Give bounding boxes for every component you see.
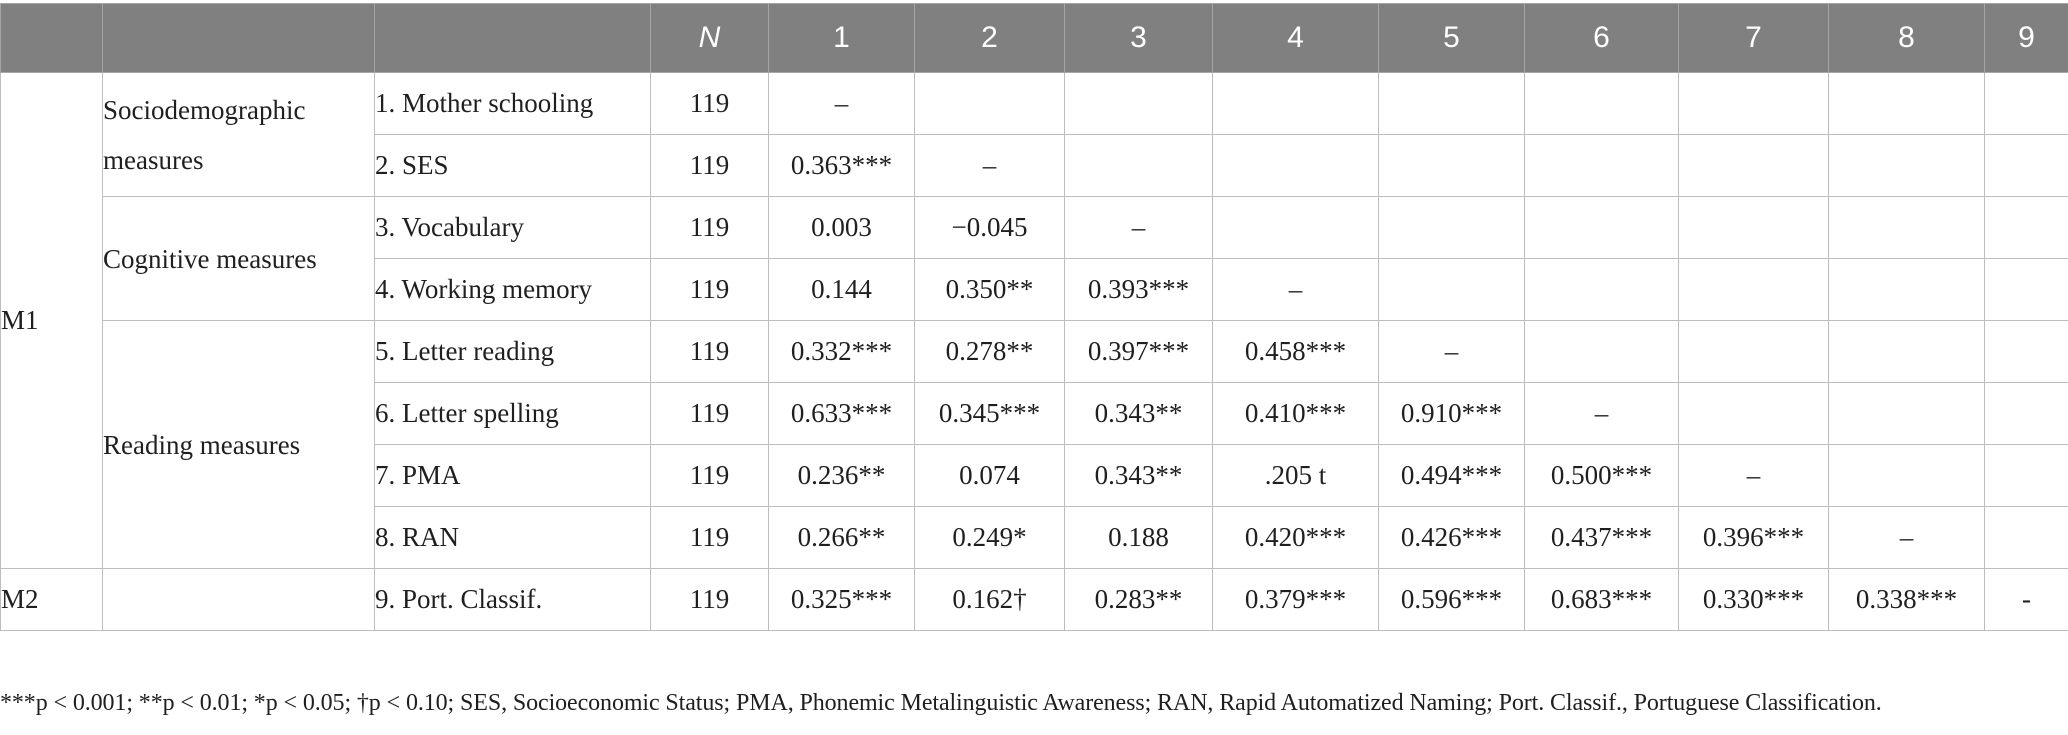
corr-cell	[1679, 259, 1829, 321]
corr-cell: 0.397***	[1065, 321, 1213, 383]
header-cell-n: N	[651, 4, 769, 73]
n-cell: 119	[651, 135, 769, 197]
header-row	[1, 4, 2068, 73]
corr-cell: -	[1985, 569, 2068, 631]
table-footnote: ***p < 0.001; **p < 0.01; *p < 0.05; †p < 0.10; SES, Socioeconomic Status; PMA, Phonemic Metalinguistic Awareness; RAN, Rapid Automatized Naming; Port. Classif., Portuguese Classification.	[0, 690, 1882, 716]
correlation-table	[0, 3, 2068, 631]
corr-cell: 0.144	[769, 259, 915, 321]
table-header	[1, 4, 2068, 73]
table-row	[1, 321, 2068, 383]
corr-cell: 0.003	[769, 197, 915, 259]
header-cell-3: 3	[1065, 4, 1213, 73]
variable-label: 4. Working memory	[375, 259, 651, 321]
corr-cell: 0.363***	[769, 135, 915, 197]
corr-cell: 0.188	[1065, 507, 1213, 569]
corr-cell	[1679, 383, 1829, 445]
corr-cell	[1829, 197, 1985, 259]
corr-cell	[1829, 259, 1985, 321]
corr-cell: 0.596***	[1379, 569, 1525, 631]
header-cell-6: 6	[1525, 4, 1679, 73]
corr-cell	[1679, 73, 1829, 135]
corr-cell	[1379, 197, 1525, 259]
corr-cell	[1213, 135, 1379, 197]
group-label-sociodemographic: Sociodemographic measures	[103, 73, 375, 197]
corr-cell	[1379, 135, 1525, 197]
header-cell-group	[103, 4, 375, 73]
corr-cell	[915, 73, 1065, 135]
corr-cell	[1985, 197, 2068, 259]
header-cell-2: 2	[915, 4, 1065, 73]
n-cell: 119	[651, 507, 769, 569]
corr-cell	[1379, 73, 1525, 135]
corr-cell: –	[1065, 197, 1213, 259]
table-body	[1, 73, 2068, 631]
corr-cell	[1679, 321, 1829, 383]
corr-cell	[1985, 507, 2068, 569]
header-cell-variable	[375, 4, 651, 73]
corr-cell: 0.910***	[1379, 383, 1525, 445]
corr-cell	[1525, 73, 1679, 135]
variable-label: 7. PMA	[375, 445, 651, 507]
header-cell-8: 8	[1829, 4, 1985, 73]
corr-cell: 0.343**	[1065, 445, 1213, 507]
corr-cell: −0.045	[915, 197, 1065, 259]
corr-cell: –	[1213, 259, 1379, 321]
corr-cell: 0.458***	[1213, 321, 1379, 383]
corr-cell: –	[1525, 383, 1679, 445]
corr-cell: 0.266**	[769, 507, 915, 569]
header-cell-1: 1	[769, 4, 915, 73]
corr-cell: 0.249*	[915, 507, 1065, 569]
corr-cell	[1379, 259, 1525, 321]
corr-cell: 0.393***	[1065, 259, 1213, 321]
corr-cell: 0.437***	[1525, 507, 1679, 569]
corr-cell: 0.332***	[769, 321, 915, 383]
variable-label: 8. RAN	[375, 507, 651, 569]
corr-cell: –	[1829, 507, 1985, 569]
corr-cell: .205 t	[1213, 445, 1379, 507]
corr-cell	[1985, 383, 2068, 445]
group-label-reading: Reading measures	[103, 321, 375, 569]
corr-cell	[1213, 73, 1379, 135]
corr-cell: 0.683***	[1525, 569, 1679, 631]
group-label-empty	[103, 569, 375, 631]
corr-cell	[1829, 445, 1985, 507]
corr-cell: 0.633***	[769, 383, 915, 445]
header-cell-9: 9	[1985, 4, 2068, 73]
corr-cell	[1829, 383, 1985, 445]
model-label-m1: M1	[1, 73, 103, 569]
corr-cell: 0.396***	[1679, 507, 1829, 569]
corr-cell	[1065, 135, 1213, 197]
n-cell: 119	[651, 73, 769, 135]
variable-label: 9. Port. Classif.	[375, 569, 651, 631]
n-cell: 119	[651, 445, 769, 507]
variable-label: 2. SES	[375, 135, 651, 197]
corr-cell: 0.283**	[1065, 569, 1213, 631]
corr-cell: 0.343**	[1065, 383, 1213, 445]
table-row	[1, 569, 2068, 631]
corr-cell: 0.426***	[1379, 507, 1525, 569]
table-row	[1, 73, 2068, 135]
corr-cell	[1525, 321, 1679, 383]
n-cell: 119	[651, 197, 769, 259]
corr-cell	[1829, 321, 1985, 383]
corr-cell	[1985, 445, 2068, 507]
header-cell-4: 4	[1213, 4, 1379, 73]
variable-label: 3. Vocabulary	[375, 197, 651, 259]
corr-cell: 0.330***	[1679, 569, 1829, 631]
corr-cell: 0.278**	[915, 321, 1065, 383]
variable-label: 1. Mother schooling	[375, 73, 651, 135]
n-cell: 119	[651, 321, 769, 383]
corr-cell: 0.345***	[915, 383, 1065, 445]
corr-cell	[1525, 259, 1679, 321]
corr-cell: 0.074	[915, 445, 1065, 507]
corr-cell: 0.162†	[915, 569, 1065, 631]
corr-cell	[1679, 135, 1829, 197]
corr-cell: 0.379***	[1213, 569, 1379, 631]
corr-cell	[1829, 73, 1985, 135]
corr-cell: 0.236**	[769, 445, 915, 507]
variable-label: 6. Letter spelling	[375, 383, 651, 445]
corr-cell	[1525, 197, 1679, 259]
corr-cell	[1065, 73, 1213, 135]
corr-cell: 0.325***	[769, 569, 915, 631]
corr-cell	[1985, 135, 2068, 197]
n-cell: 119	[651, 383, 769, 445]
header-cell-model	[1, 4, 103, 73]
corr-cell	[1985, 73, 2068, 135]
corr-cell: –	[1379, 321, 1525, 383]
table-row	[1, 197, 2068, 259]
corr-cell: 0.494***	[1379, 445, 1525, 507]
corr-cell: 0.338***	[1829, 569, 1985, 631]
corr-cell	[1985, 321, 2068, 383]
corr-cell	[1679, 197, 1829, 259]
corr-cell: 0.410***	[1213, 383, 1379, 445]
corr-cell	[1525, 135, 1679, 197]
corr-cell	[1829, 135, 1985, 197]
variable-label: 5. Letter reading	[375, 321, 651, 383]
corr-cell: –	[915, 135, 1065, 197]
corr-cell: 0.500***	[1525, 445, 1679, 507]
corr-cell	[1213, 197, 1379, 259]
corr-cell	[1985, 259, 2068, 321]
corr-cell: –	[769, 73, 915, 135]
model-label-m2: M2	[1, 569, 103, 631]
group-label-cognitive: Cognitive measures	[103, 197, 375, 321]
header-cell-7: 7	[1679, 4, 1829, 73]
n-cell: 119	[651, 259, 769, 321]
corr-cell: 0.420***	[1213, 507, 1379, 569]
corr-cell: 0.350**	[915, 259, 1065, 321]
n-cell: 119	[651, 569, 769, 631]
header-cell-5: 5	[1379, 4, 1525, 73]
corr-cell: –	[1679, 445, 1829, 507]
